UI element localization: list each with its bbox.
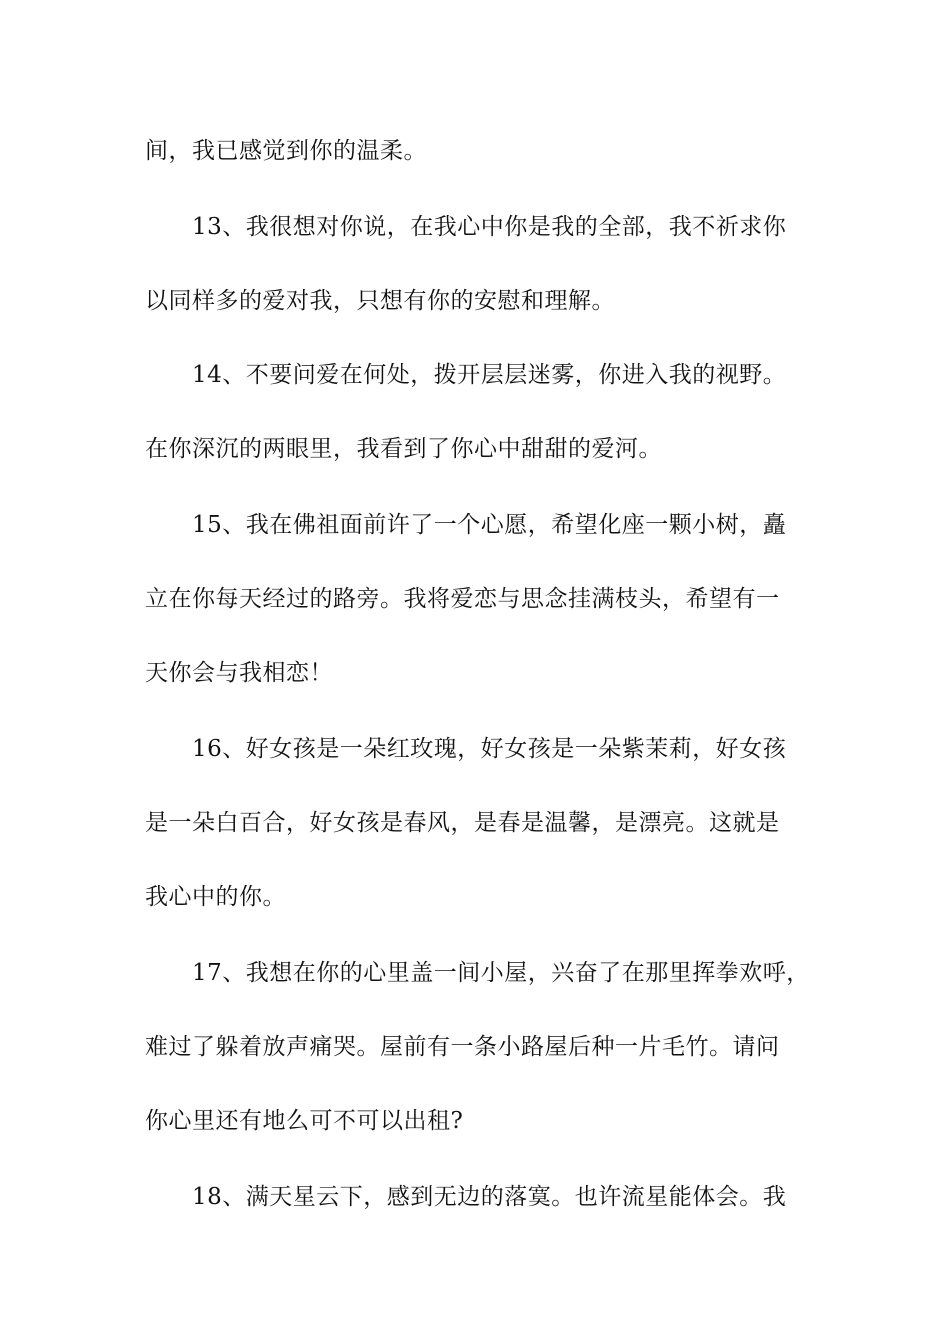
text-line: 在你深沉的两眼里，我看到了你心中甜甜的爱河。 [145,436,662,462]
paragraph-18-line-1: 18、满天星云下，感到无边的落寞。也许流星能体会。我 [192,1184,787,1210]
text-line: 以同样多的爱对我，只想有你的安慰和理解。 [145,288,615,314]
paragraph-16-line-1: 16、好女孩是一朵红玫瑰，好女孩是一朵紫茉莉，好女孩 [192,736,787,762]
text-line: 天你会与我相恋！ [145,660,333,686]
paragraph-17-line-1: 17、我想在你的心里盖一间小屋，兴奋了在那里挥拳欢呼， [192,960,810,986]
paragraph-15-line-1: 15、我在佛祖面前许了一个心愿，希望化座一颗小树，矗 [192,512,787,538]
paragraph-13-line-1: 13、我很想对你说，在我心中你是我的全部，我不祈求你 [192,214,787,240]
text-line: 是一朵白百合，好女孩是春风，是春是温馨，是漂亮。这就是 [145,810,780,836]
text-line: 间，我已感觉到你的温柔。 [145,138,427,164]
paragraph-14-line-1: 14、不要问爱在何处，拨开层层迷雾，你进入我的视野。 [192,362,787,388]
text-line: 立在你每天经过的路旁。我将爱恋与思念挂满枝头，希望有一 [145,586,780,612]
text-line: 你心里还有地么可不可以出租? [145,1108,464,1134]
text-line: 我心中的你。 [145,884,286,910]
text-line: 难过了躲着放声痛哭。屋前有一条小路屋后种一片毛竹。请问 [145,1034,780,1060]
